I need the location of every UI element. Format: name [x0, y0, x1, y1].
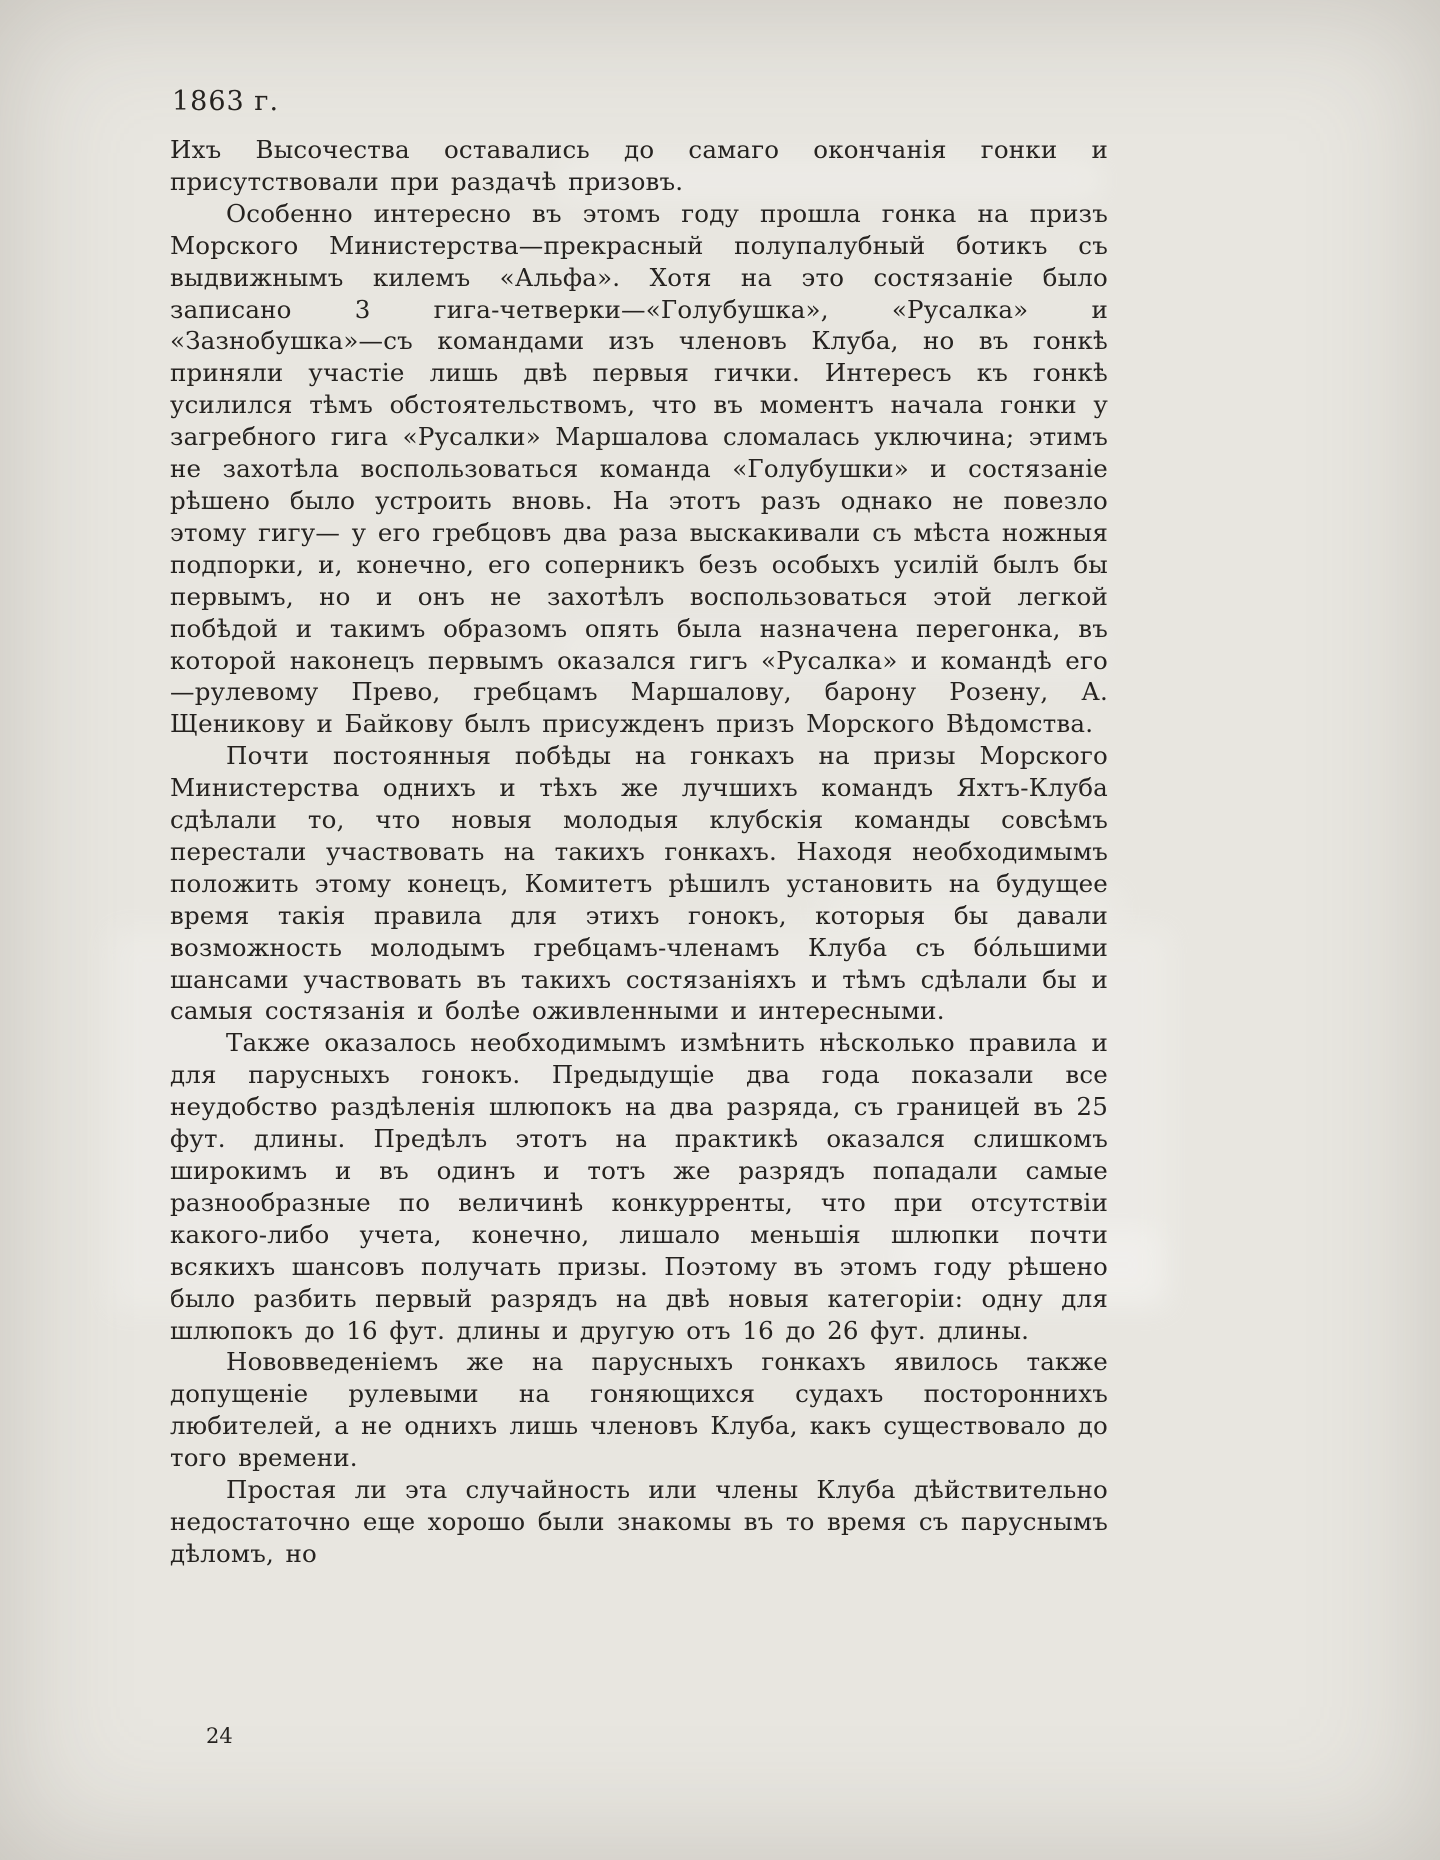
- paragraph: Также оказалось необходимымъ измѣнить нѣсколько правила и для парусныхъ гонокъ. Предыдущіе два года показали все неудобство раздѣленія шлюпокъ на два разряда, съ границей въ 25 фут. длины. Предѣлъ этотъ на практикѣ оказался слишкомъ широкимъ и въ одинъ и тотъ же разрядъ попадали самые разнообразные по величинѣ конкурренты, что при отсутствіи какого-либо учета, конечно, лишало меньшія шлюпки почти всякихъ шансовъ получать призы. Поэтому въ этомъ году рѣшено было разбить первый разрядъ на двѣ новыя категоріи: одну для шлюпокъ до 16 фут. длины и другую отъ 16 до 26 фут. длины.: [170, 1028, 1108, 1345]
- paragraph: Почти постоянныя побѣды на гонкахъ на призы Морского Министерства однихъ и тѣхъ же лучшихъ командъ Яхтъ-Клуба сдѣлали то, что новыя молодыя клубскія команды совсѣмъ перестали участвовать на такихъ гонкахъ. Находя необходимымъ положить этому конецъ, Комитетъ рѣшилъ установить на будущее время такія правила для этихъ гонокъ, которыя бы давали возможность молодымъ гребцамъ-членамъ Клуба съ бо́льшими шансами участвовать въ такихъ состязаніяхъ и тѣмъ сдѣлали бы и самыя состязанія и болѣе оживленными и интересными.: [170, 741, 1108, 1026]
- paragraph: Простая ли эта случайность или члены Клуба дѣйствительно недостаточно еще хорошо были знакомы въ то время съ паруснымъ дѣломъ, но: [170, 1475, 1108, 1568]
- year-heading: 1863 г.: [172, 86, 280, 117]
- paragraph: Ихъ Высочества оставались до самаго окончанія гонки и присутствовали при раздачѣ призовъ.: [170, 135, 1108, 196]
- paragraph: Особенно интересно въ этомъ году прошла гонка на призъ Морского Министерства—прекрасный полупалубный ботикъ съ выдвижнымъ килемъ «Альфа». Хотя на это состязаніе было записано 3 гига-четверки—«Голубушка», «Русалка» и «Зазнобушка»—съ командами изъ членовъ Клуба, но въ гонкѣ приняли участіе лишь двѣ первыя гички. Интересъ къ гонкѣ усилился тѣмъ обстоятельствомъ, что въ моментъ начала гонки у загребного гига «Русалки» Маршалова сломалась уключина; этимъ не захотѣла воспользоваться команда «Голубушки» и состязаніе рѣшено было устроить вновь. На этотъ разъ однако не повезло этому гигу— у его гребцовъ два раза выскакивали съ мѣста ножныя подпорки, и, конечно, его соперникъ безъ особыхъ усилій былъ бы первымъ, но и онъ не захотѣлъ воспользоваться этой легкой побѣдой и такимъ образомъ опять была назначена перегонка, въ которой наконецъ первымъ оказался гигъ «Русалка» и командѣ его—рулевому Прево, гребцамъ Маршалову, барону Розену, А. Щеникову и Байкову былъ присужденъ призъ Морского Вѣдомства.: [170, 198, 1108, 739]
- page-number: 24: [206, 1724, 233, 1748]
- paragraph: Нововведеніемъ же на парусныхъ гонкахъ явилось также допущеніе рулевыми на гоняющихся судахъ постороннихъ любителей, а не однихъ лишь членовъ Клуба, какъ существовало до того времени.: [170, 1347, 1108, 1473]
- text-block: [170, 134, 1108, 1570]
